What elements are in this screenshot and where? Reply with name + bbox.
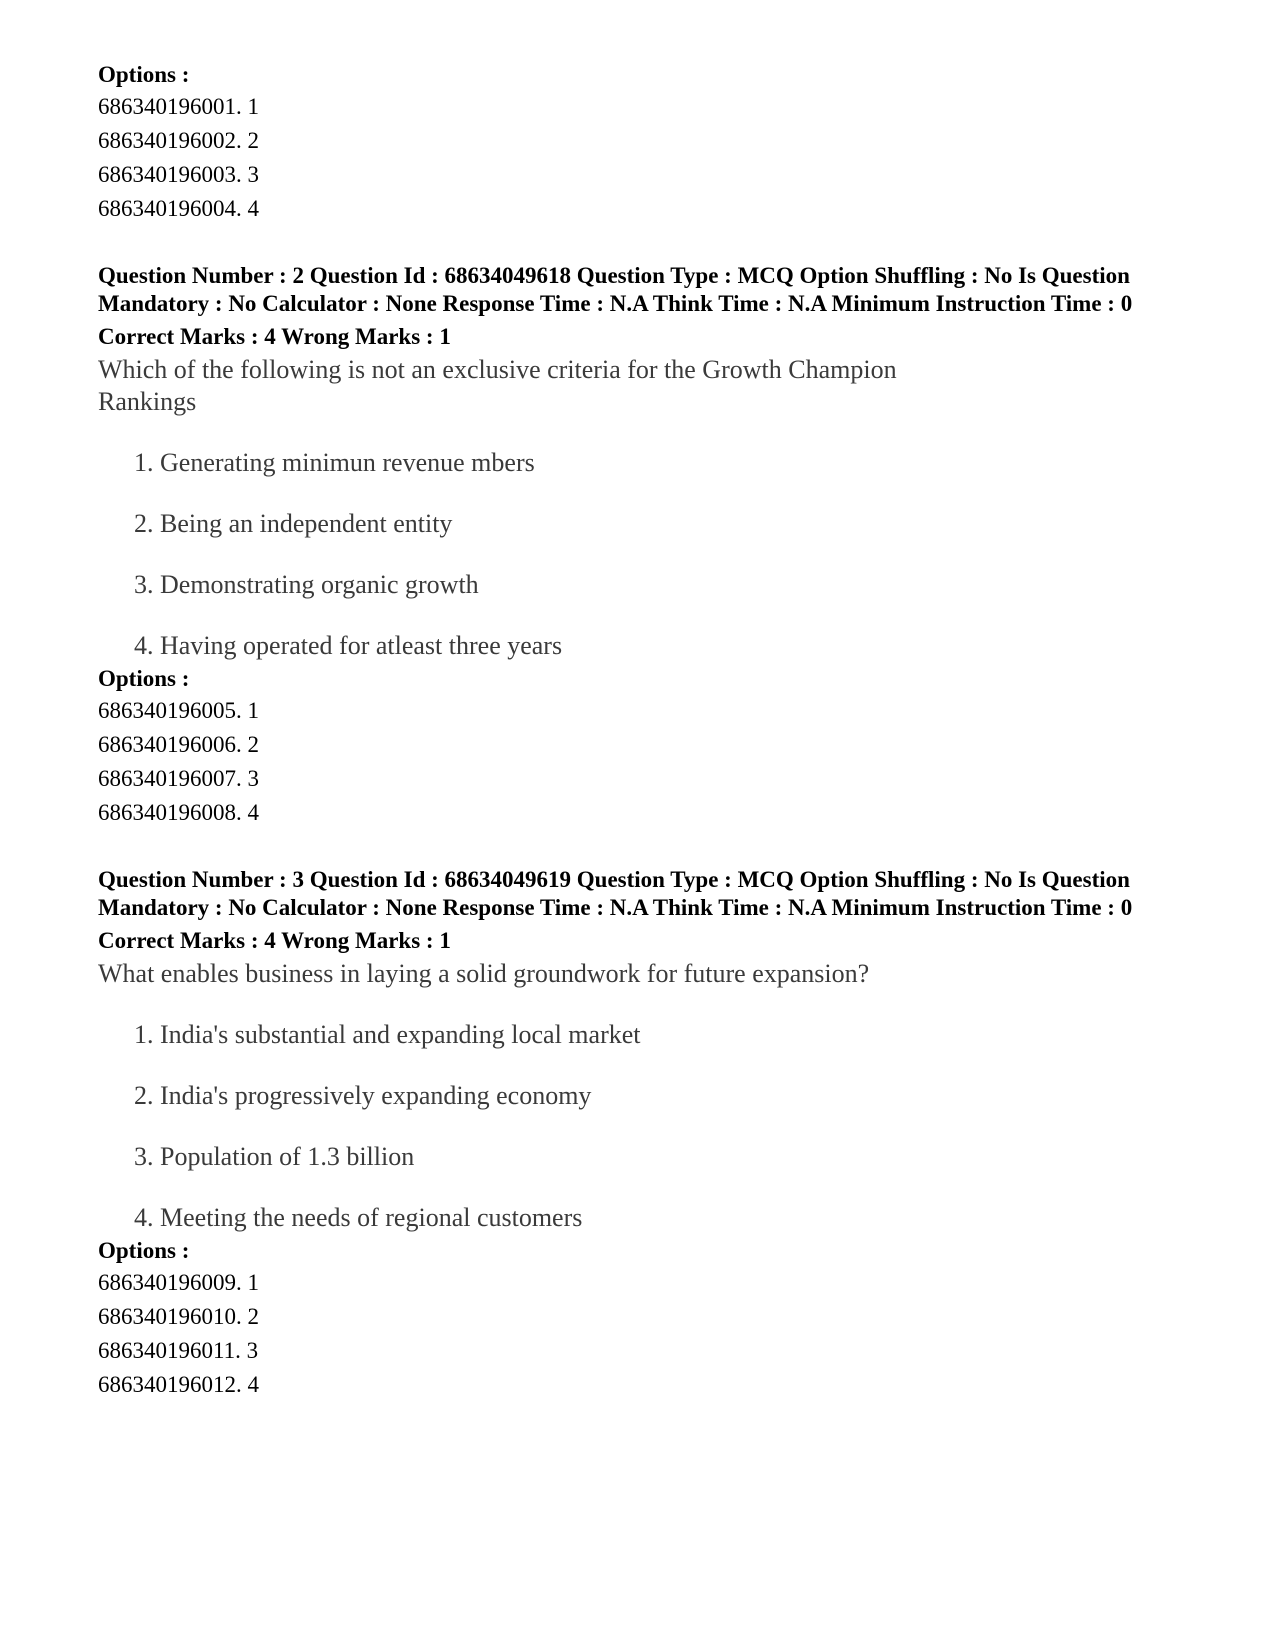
marks-line: Correct Marks : 4 Wrong Marks : 1: [98, 324, 451, 349]
option-id-line: 686340196008. 4: [98, 800, 259, 825]
option-id-line: 686340196004. 4: [98, 196, 259, 221]
options-label: Options :: [98, 62, 190, 87]
answer-choice: 4. Meeting the needs of regional customers: [134, 1203, 583, 1232]
document-page: [98, 60, 1178, 1402]
question-header: Question Number : 2 Question Id : 68634049618 Question Type : MCQ Option Shuffling : No Is Question Mandatory : No Calculator : None Response Time : N.A Think Time : N.A Minimum Instruction Time : 0: [98, 263, 1133, 316]
answer-choice: 2. Being an independent entity: [134, 509, 453, 538]
option-id-line: 686340196001. 1: [98, 94, 259, 119]
answer-choice: 3. Demonstrating organic growth: [134, 570, 479, 599]
question-1-options: [98, 60, 1178, 226]
answer-choice: 1. India's substantial and expanding local market: [134, 1020, 641, 1049]
answer-choice: 4. Having operated for atleast three years: [134, 631, 563, 660]
option-id-line: 686340196002. 2: [98, 128, 259, 153]
marks-line: Correct Marks : 4 Wrong Marks : 1: [98, 928, 451, 953]
question-2-block: [98, 262, 1178, 830]
question-3-options: [98, 1236, 1178, 1402]
answer-choice: 3. Population of 1.3 billion: [134, 1142, 415, 1171]
option-id-line: 686340196012. 4: [98, 1372, 259, 1397]
answer-choices: [98, 1019, 1178, 1234]
option-id-line: 686340196007. 3: [98, 766, 259, 791]
question-text: What enables business in laying a solid groundwork for future expansion?: [98, 959, 870, 988]
question-2-options: [98, 664, 1178, 830]
answer-choice: 2. India's progressively expanding economy: [134, 1081, 592, 1110]
answer-choices: [98, 447, 1178, 662]
question-header: Question Number : 3 Question Id : 68634049619 Question Type : MCQ Option Shuffling : No Is Question Mandatory : No Calculator : None Response Time : N.A Think Time : N.A Minimum Instruction Time : 0: [98, 867, 1133, 920]
answer-choice: 1. Generating minimun revenue mbers: [134, 448, 535, 477]
option-id-line: 686340196010. 2: [98, 1304, 259, 1329]
option-id-line: 686340196011. 3: [98, 1338, 259, 1363]
option-id-line: 686340196003. 3: [98, 162, 259, 187]
option-id-line: 686340196006. 2: [98, 732, 259, 757]
option-id-line: 686340196005. 1: [98, 698, 259, 723]
option-id-line: 686340196009. 1: [98, 1270, 259, 1295]
question-text: Which of the following is not an exclusive criteria for the Growth Champion Rankings: [98, 355, 897, 416]
question-3-block: [98, 866, 1178, 1402]
options-label: Options :: [98, 1238, 190, 1263]
options-label: Options :: [98, 666, 190, 691]
